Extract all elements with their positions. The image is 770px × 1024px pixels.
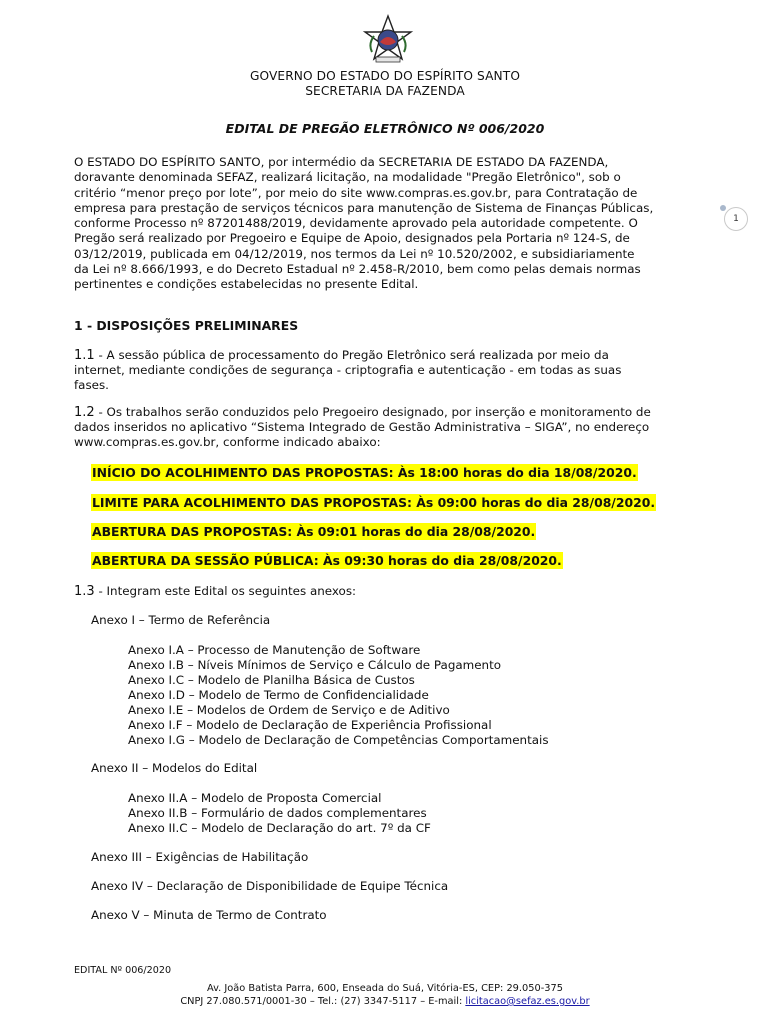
- highlight-session-date: ABERTURA DA SESSÃO PÚBLICA: Às 09:30 horas do dia 28/08/2020.: [92, 553, 562, 568]
- annex-item: Anexo II – Modelos do Edital: [91, 761, 258, 775]
- intro-paragraph: [74, 155, 698, 293]
- annex-subitem: Anexo I.G – Modelo de Declaração de Competências Comportamentais: [128, 733, 549, 747]
- text-line: Pregão será realizado por Pregoeiro e Equipe de Apoio, designados pela Portaria nº 124-S, de: [74, 231, 630, 246]
- annex-item: Anexo IV – Declaração de Disponibilidade de Equipe Técnica: [91, 879, 449, 893]
- text-line: internet, mediante condições de segurança - criptografia e autenticação - em todas as suas: [74, 363, 622, 377]
- text-line: fases.: [74, 378, 109, 392]
- text-line: www.compras.es.gov.br, conforme indicado abaixo:: [74, 435, 381, 449]
- text-line: - Integram este Edital os seguintes anexos:: [94, 584, 357, 598]
- annex-subitem: Anexo II.A – Modelo de Proposta Comercial: [128, 791, 382, 805]
- annex-item: Anexo V – Minuta de Termo de Contrato: [91, 908, 327, 922]
- state-coat-of-arms-icon: [362, 14, 414, 66]
- footer-contact-text: CNPJ 27.080.571/0001-30 – Tel.: (27) 3347-5117 – E-mail:: [180, 996, 466, 1007]
- section-title: - DISPOSIÇÕES PRELIMINARES: [82, 318, 299, 333]
- annex-item: Anexo III – Exigências de Habilitação: [91, 850, 309, 864]
- section-heading: [74, 318, 298, 333]
- paragraph-1-2: [74, 405, 698, 450]
- email-link[interactable]: licitacao@sefaz.es.gov.br: [465, 996, 590, 1007]
- text-line: conforme Processo nº 87201488/2019, devidamente aprovado pela autoridade competente. O: [74, 216, 638, 231]
- footer-address: Av. João Batista Parra, 600, Enseada do Suá, Vitória-ES, CEP: 29.050-375: [207, 983, 563, 994]
- text-line: - Os trabalhos serão conduzidos pelo Pregoeiro designado, por inserção e monitoramento de: [94, 405, 651, 419]
- text-line: critério “menor preço por lote”, por meio do site www.compras.es.gov.br, para Contratação de: [74, 185, 638, 200]
- paragraph-1-3: [74, 584, 356, 599]
- annex-subitem: Anexo II.C – Modelo de Declaração do art. 7º da CF: [128, 821, 431, 835]
- text-line: dados inseridos no aplicativo “Sistema Integrado de Gestão Administrativa – SIGA”, no endereço: [74, 420, 650, 434]
- annex-subitem: Anexo I.C – Modelo de Planilha Básica de Custos: [128, 673, 415, 687]
- text-line: da Lei nº 8.666/1993, e do Decreto Estadual nº 2.458-R/2010, bem como pelas demais normas: [74, 262, 641, 277]
- annex-subitem: Anexo I.F – Modelo de Declaração de Experiência Profissional: [128, 718, 492, 732]
- text-line: empresa para prestação de serviços técnicos para manutenção de Sistema de Finanças Públicas,: [74, 200, 654, 215]
- highlight-limit-date: LIMITE PARA ACOLHIMENTO DAS PROPOSTAS: Às 09:00 horas do dia 28/08/2020.: [92, 495, 656, 510]
- annex-subitem: Anexo I.A – Processo de Manutenção de Software: [128, 643, 421, 657]
- annex-subitem: Anexo II.B – Formulário de dados complementares: [128, 806, 427, 820]
- text-line: - A sessão pública de processamento do Pregão Eletrônico será realizada por meio da: [94, 348, 609, 362]
- section-number: 1: [74, 318, 83, 333]
- badge-dot: [720, 205, 726, 211]
- annex-subitem: Anexo I.B – Níveis Mínimos de Serviço e Cálculo de Pagamento: [128, 658, 502, 672]
- footer-edital-number: EDITAL Nº 006/2020: [74, 965, 172, 976]
- header-government: GOVERNO DO ESTADO DO ESPÍRITO SANTO: [249, 69, 521, 83]
- annex-item: Anexo I – Termo de Referência: [91, 613, 271, 627]
- item-number: 1.2: [74, 405, 95, 420]
- header-secretariat: SECRETARIA DA FAZENDA: [305, 84, 465, 98]
- item-number: 1.3: [74, 584, 95, 599]
- annex-subitem: Anexo I.E – Modelos de Ordem de Serviço e de Aditivo: [128, 703, 450, 717]
- item-number: 1.1: [74, 348, 95, 363]
- edital-title: EDITAL DE PREGÃO ELETRÔNICO Nº 006/2020: [225, 121, 545, 136]
- text-line: O ESTADO DO ESPÍRITO SANTO, por intermédio da SECRETARIA DE ESTADO DA FAZENDA,: [74, 155, 609, 169]
- highlight-opening-date: INÍCIO DO ACOLHIMENTO DAS PROPOSTAS: Às 18:00 horas do dia 18/08/2020.: [92, 465, 637, 480]
- text-line: doravante denominada SEFAZ, realizará licitação, na modalidade "Pregão Eletrônico", sob o: [74, 170, 621, 185]
- highlight-proposals-date: ABERTURA DAS PROPOSTAS: Às 09:01 horas do dia 28/08/2020.: [92, 524, 536, 539]
- text-line: 03/12/2019, publicada em 04/12/2019, nos termos da Lei nº 10.520/2002, e subsidiariamente: [74, 246, 635, 261]
- annex-subitem: Anexo I.D – Modelo de Termo de Confidencialidade: [128, 688, 429, 702]
- footer-contact: [0, 996, 770, 1007]
- paragraph-1-1: [74, 348, 698, 393]
- page-number-badge[interactable]: 1: [724, 207, 748, 231]
- text-line: pertinentes e condições estabelecidas no presente Edital.: [74, 277, 419, 292]
